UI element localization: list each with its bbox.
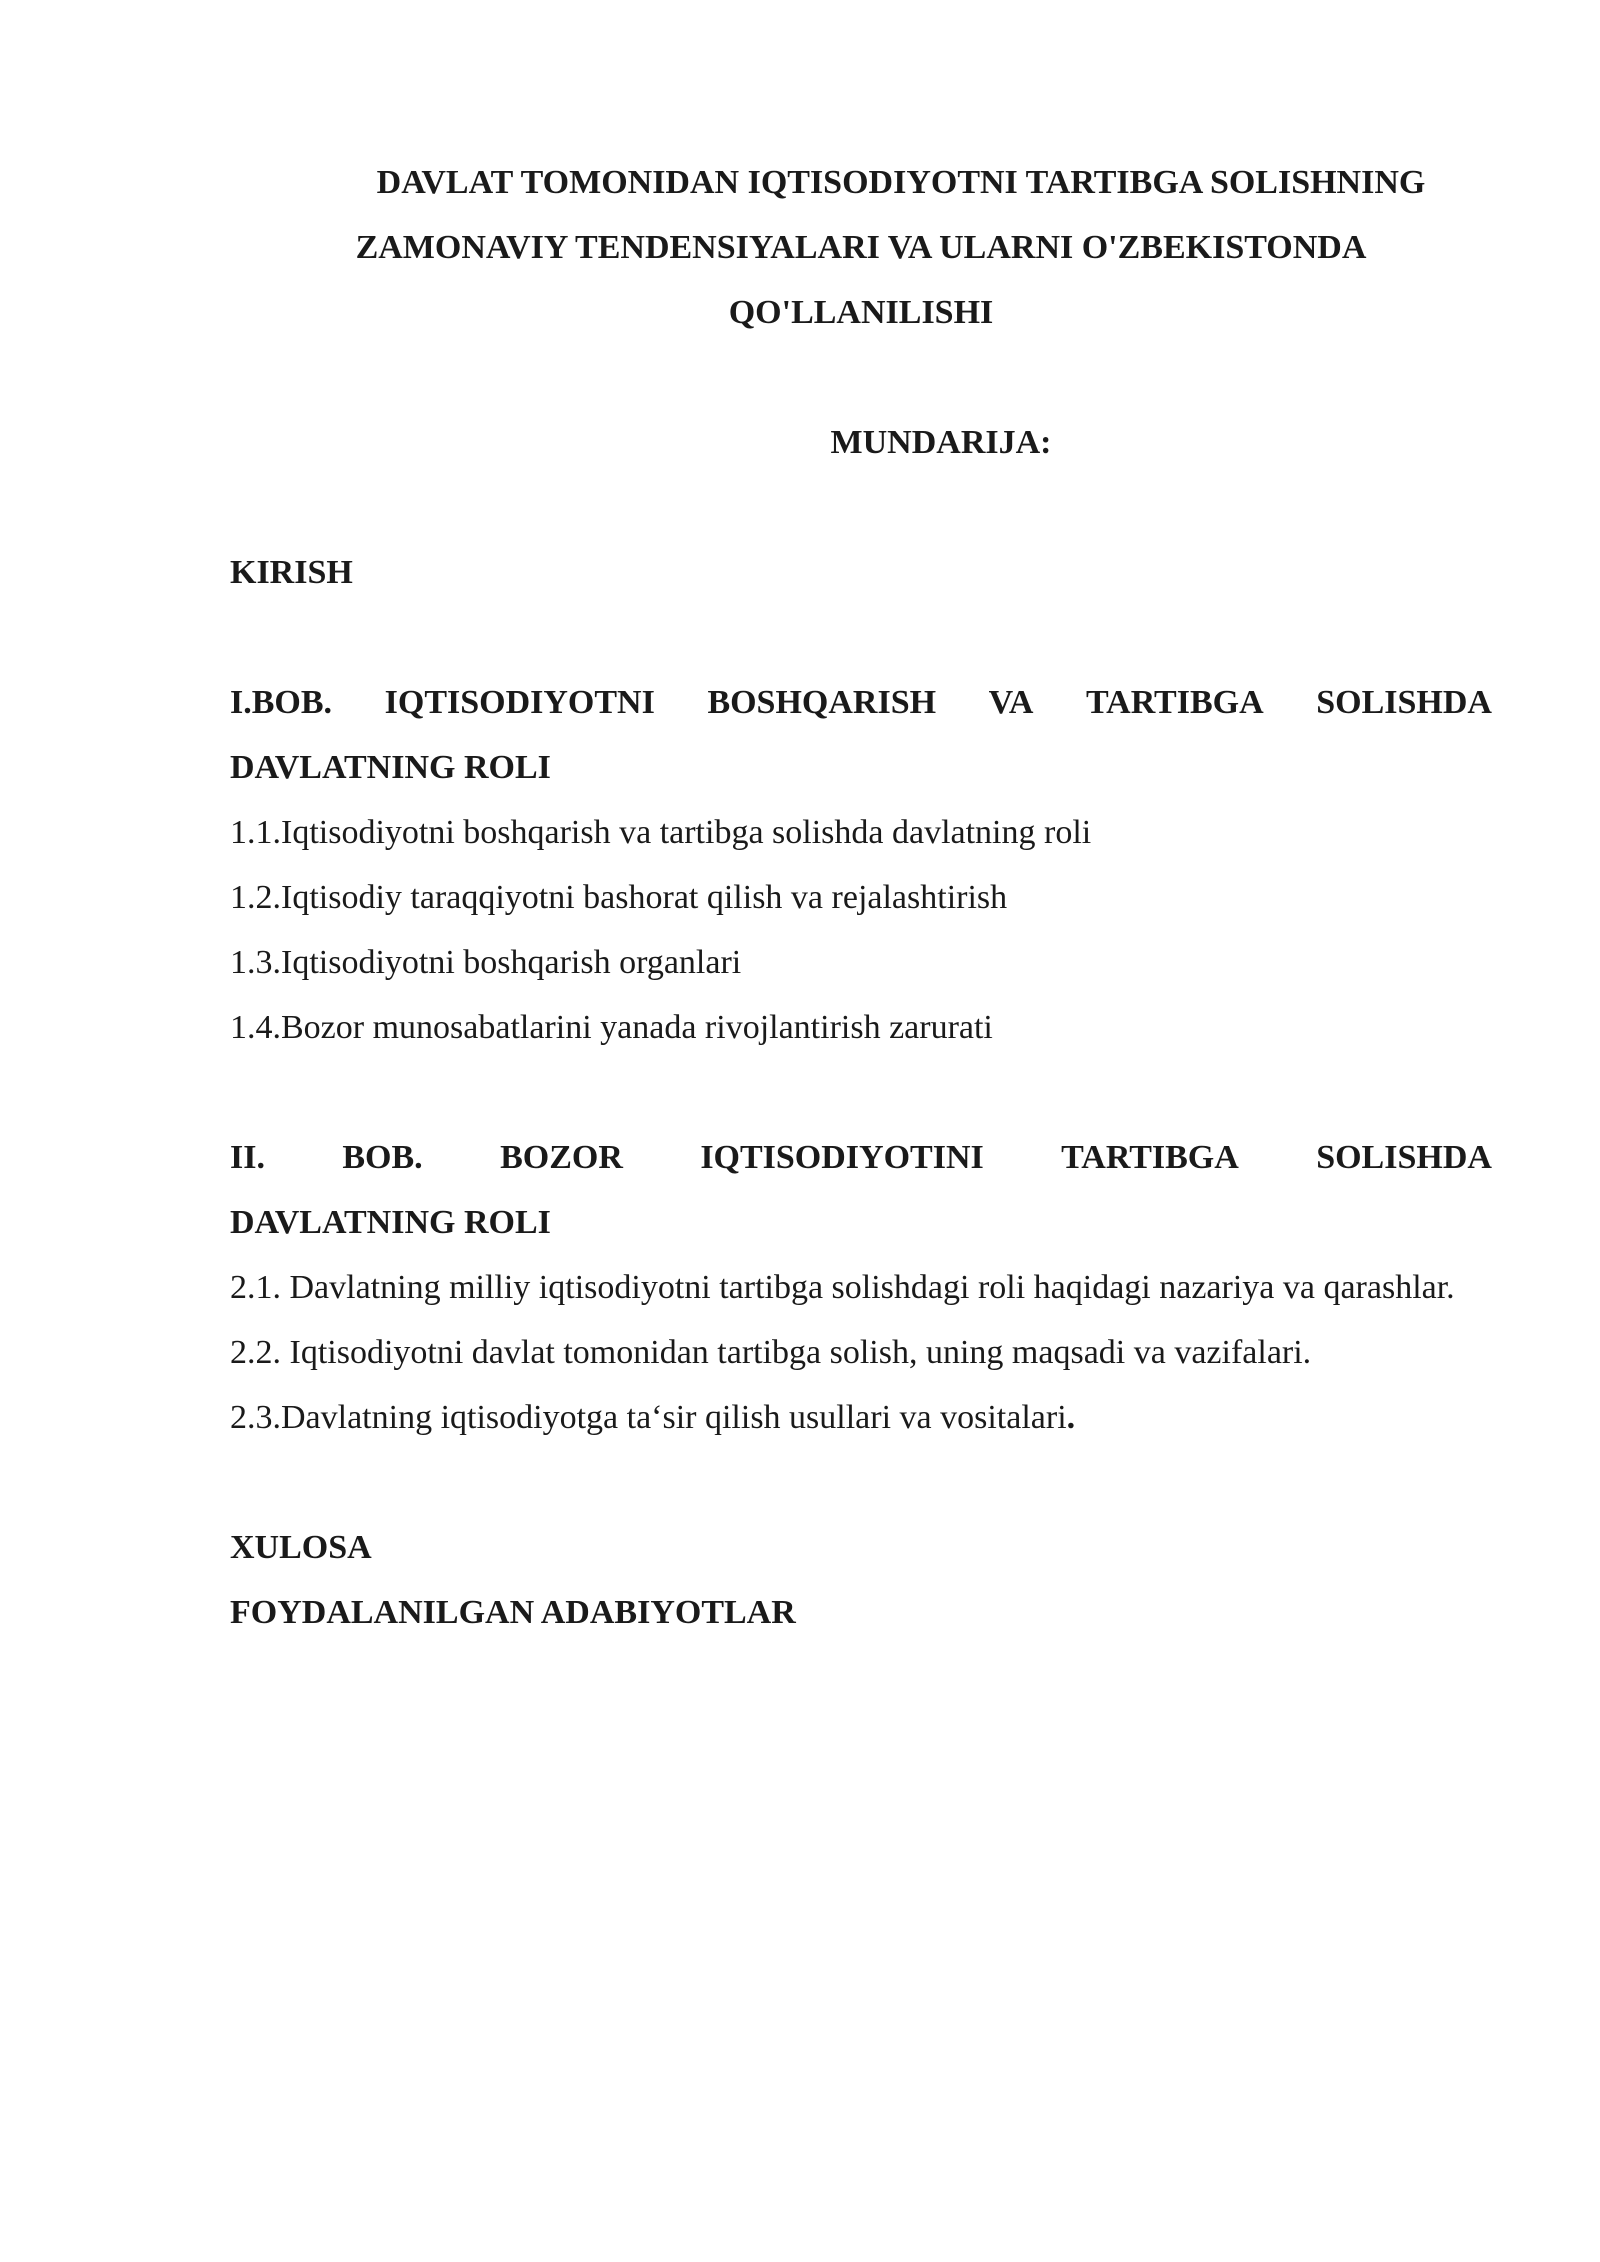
chapter-2-heading-line-2: DAVLATNING ROLI	[230, 1204, 551, 1241]
toc-chapter-2-heading	[230, 1125, 1492, 1255]
chapter-1-word: SOLISHDA	[1316, 684, 1492, 721]
toc-item-1-4: 1.4.Bozor munosabatlarini yanada rivojlantirish zarurati	[230, 1009, 993, 1046]
toc-item-1-1: 1.1.Iqtisodiyotni boshqarish va tartibga solishda davlatning roli	[230, 814, 1092, 851]
chapter-1-word: TARTIBGA	[1085, 684, 1264, 721]
chapter-1-word: I.BOB.	[230, 684, 333, 721]
title-line-2: ZAMONAVIY TENDENSIYALARI VA ULARNI O'ZBEKISTONDA	[355, 229, 1367, 266]
toc-heading: MUNDARIJA:	[830, 424, 1052, 461]
chapter-2-word: II.	[230, 1139, 265, 1176]
toc-item-2-2: 2.2. Iqtisodiyotni davlat tomonidan tartibga solish, uning maqsadi va vazifalari.	[230, 1334, 1312, 1371]
chapter-1-heading-line-2: DAVLATNING ROLI	[230, 749, 551, 786]
chapter-1-word: VA	[988, 684, 1034, 721]
chapter-2-word: BOB.	[342, 1139, 423, 1176]
toc-references: FOYDALANILGAN ADABIYOTLAR	[230, 1594, 796, 1631]
title-line-1: DAVLAT TOMONIDAN IQTISODIYOTNI TARTIBGA SOLISHNING	[376, 164, 1426, 201]
toc-item-2-3-period: .	[1066, 1399, 1076, 1436]
chapter-2-word: TARTIBGA	[1061, 1139, 1239, 1176]
toc-item-2-3-text: 2.3.Davlatning iqtisodiyotga ta‘sir qilish usullari va vositalari	[230, 1399, 1067, 1436]
toc-intro: KIRISH	[230, 554, 353, 591]
toc-item-2-3	[230, 1385, 1492, 1450]
chapter-2-heading-line	[230, 1125, 1492, 1190]
toc-item-1-3: 1.3.Iqtisodiyotni boshqarish organlari	[230, 944, 742, 981]
document-content	[230, 150, 1492, 1645]
toc-conclusion: XULOSA	[230, 1529, 372, 1566]
title-line-3: QO'LLANILISHI	[728, 294, 994, 331]
toc-item-2-1: 2.1. Davlatning milliy iqtisodiyotni tartibga solishdagi roli haqidagi nazariya va qarashlar.	[230, 1269, 1455, 1306]
chapter-2-word: IQTISODIYOTINI	[700, 1139, 984, 1176]
chapter-1-word: BOSHQARISH	[707, 684, 937, 721]
chapter-1-word: IQTISODIYOTNI	[384, 684, 655, 721]
toc-item-1-2: 1.2.Iqtisodiy taraqqiyotni bashorat qilish va rejalashtirish	[230, 879, 1008, 916]
chapter-2-word: SOLISHDA	[1316, 1139, 1492, 1176]
toc-chapter-1-heading	[230, 670, 1492, 800]
chapter-2-word: BOZOR	[500, 1139, 623, 1176]
document-title	[230, 150, 1492, 345]
chapter-1-heading-line	[230, 670, 1492, 735]
